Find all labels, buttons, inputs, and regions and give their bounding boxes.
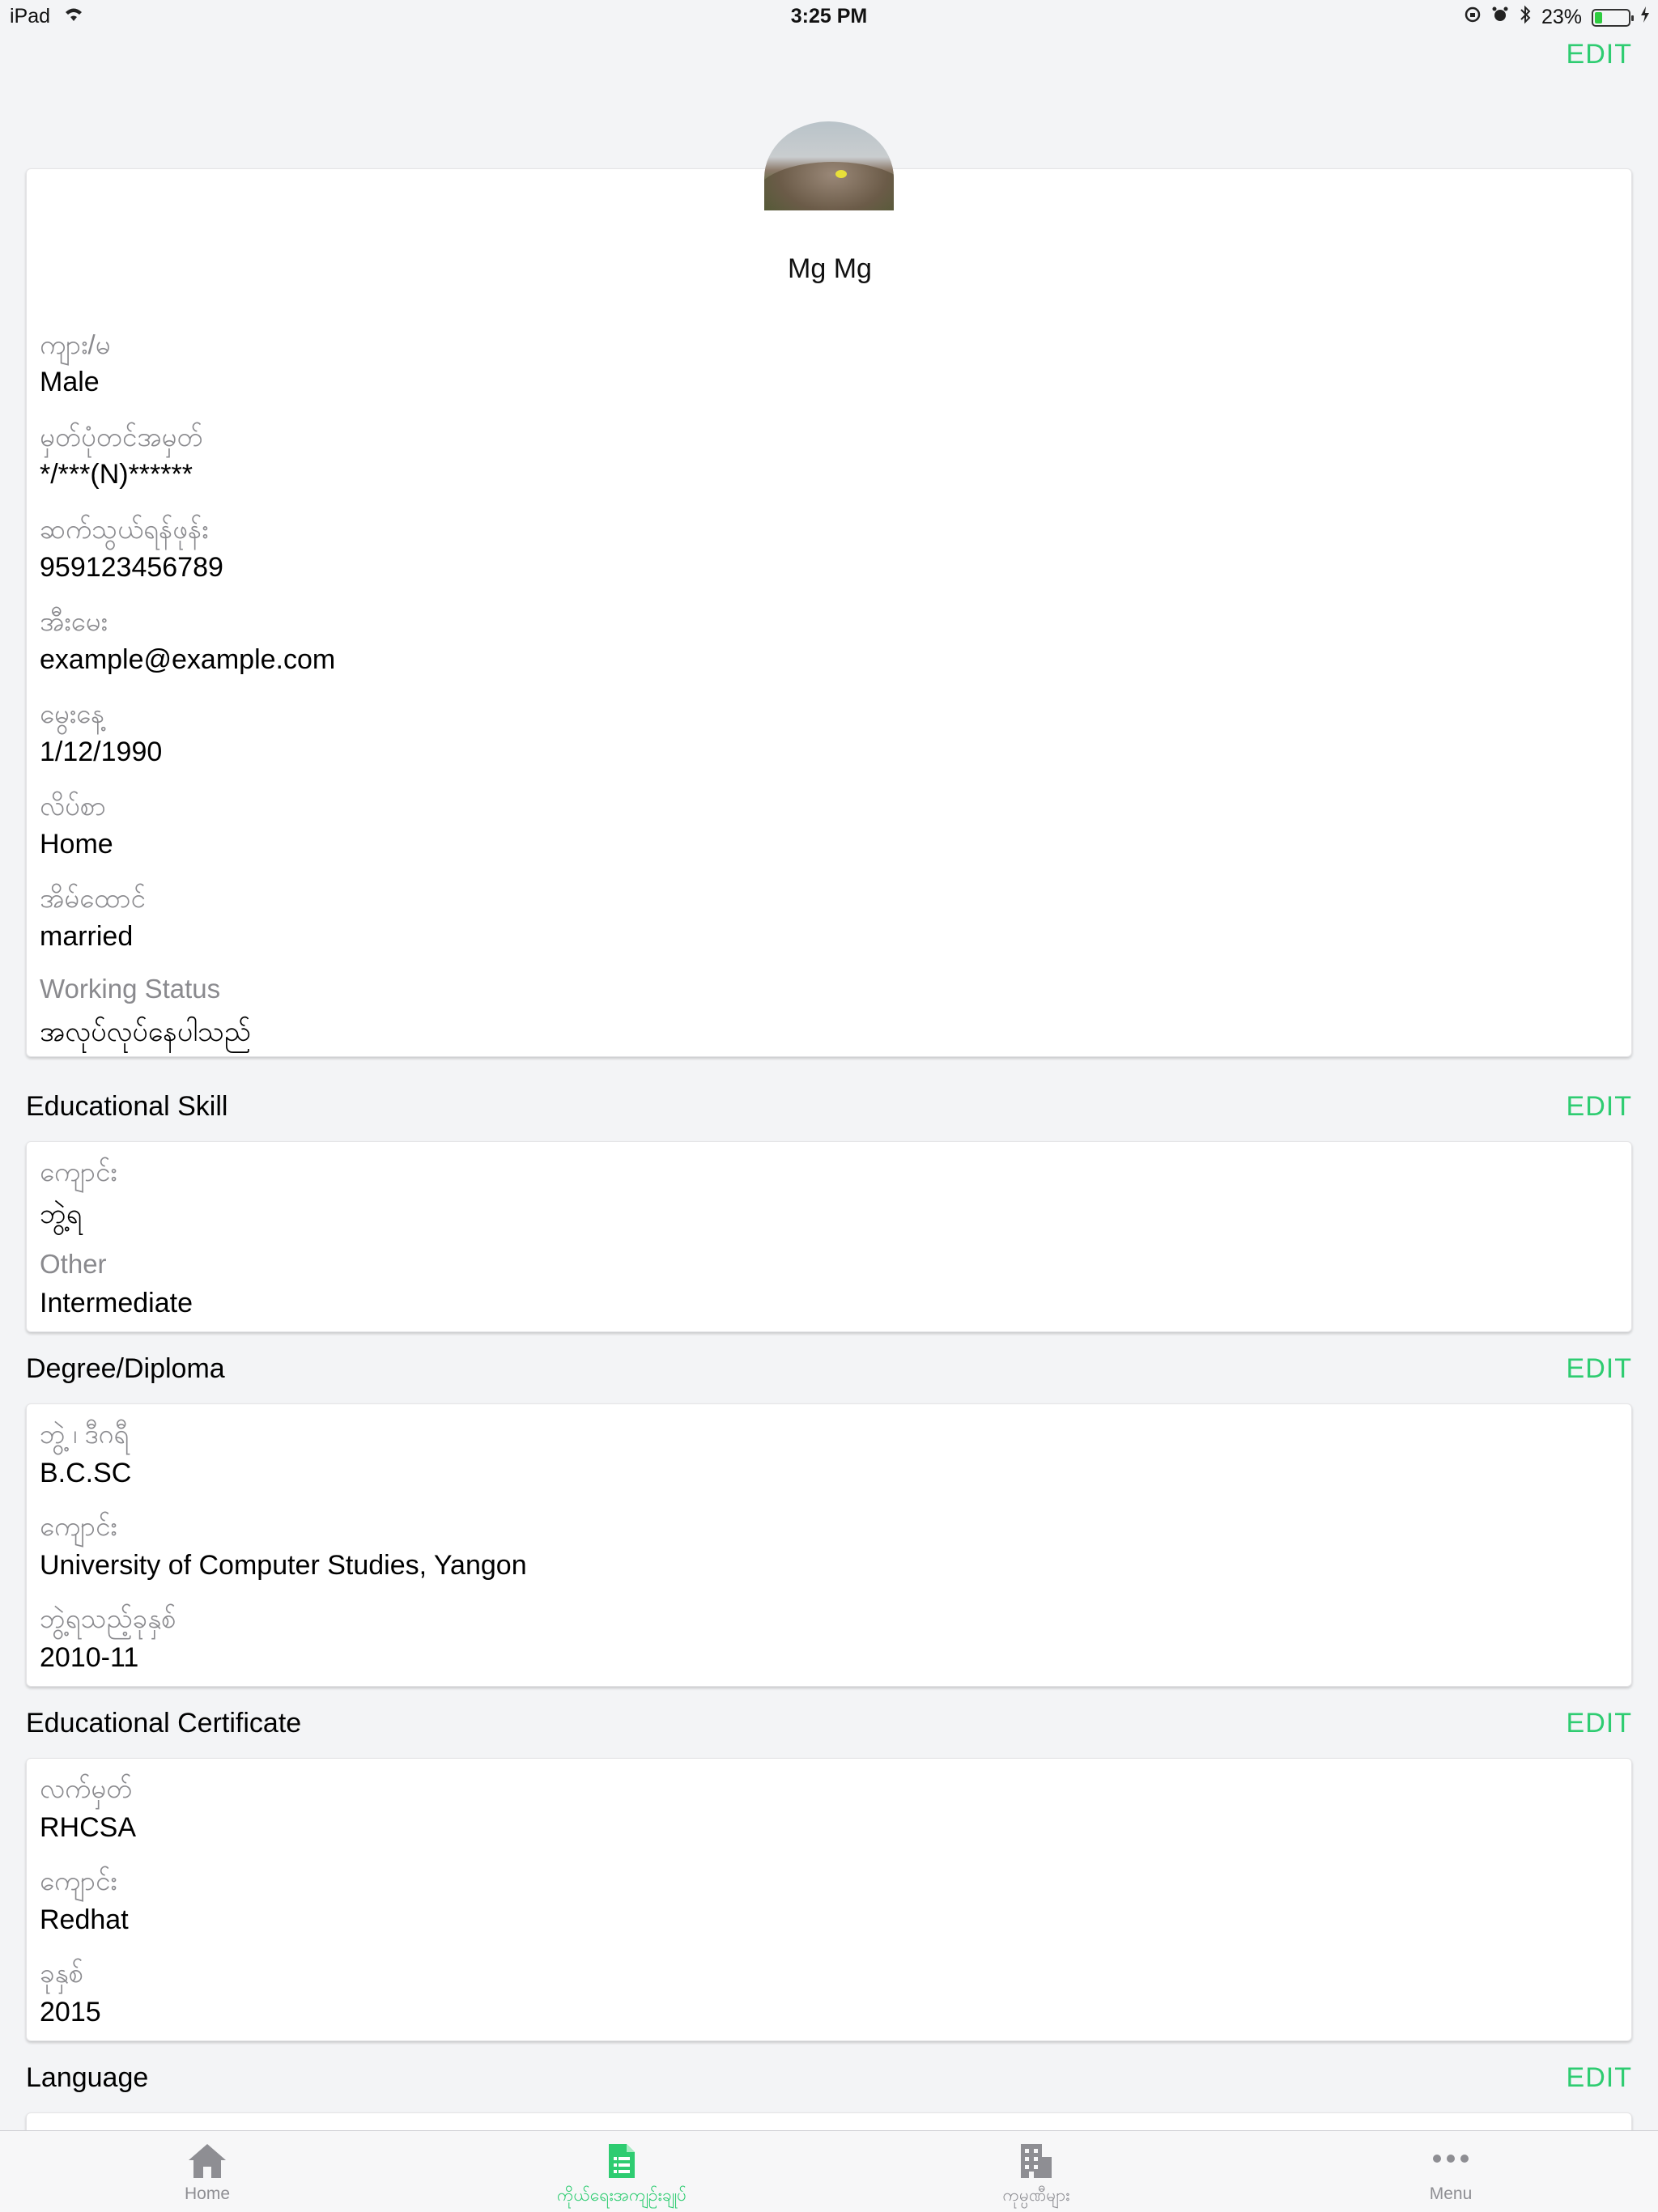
field-value: University of Computer Studies, Yangon (40, 1550, 527, 1581)
tab-companies[interactable] (829, 2131, 1244, 2212)
field-value: B.C.SC (40, 1458, 132, 1488)
field-value: */***(N)****** (40, 459, 193, 490)
degree-card (26, 1403, 1632, 1687)
field-label: လိပ်စာ (40, 791, 106, 821)
status-time: 3:25 PM (790, 5, 868, 28)
tab-menu[interactable] (1244, 2131, 1658, 2212)
orientation-lock-icon (1464, 6, 1482, 29)
field-value: 2010-11 (40, 1642, 139, 1673)
profile-card (26, 168, 1632, 1057)
field-label: ဆက်သွယ်ရန်ဖုန်း (40, 514, 209, 544)
status-bar (0, 0, 1658, 32)
profile-name: Mg Mg (788, 253, 872, 284)
field-value: 1/12/1990 (40, 737, 163, 767)
field-value: Redhat (40, 1904, 129, 1935)
certificate-card (26, 1758, 1632, 2041)
field-label: ကျောင်း (40, 1511, 117, 1541)
field-label: ဘွဲ့ရသည့်ခုနှစ် (40, 1603, 176, 1633)
field-value: Male (40, 367, 100, 397)
tab-label: ကိုယ်ရေးအကျဉ်းချုပ် (557, 2186, 687, 2205)
alarm-icon (1491, 6, 1509, 29)
field-value: Intermediate (40, 1288, 193, 1318)
bluetooth-icon (1519, 5, 1532, 30)
field-label: အီးမေး (40, 606, 108, 636)
section-title-educational-skill: Educational Skill (26, 1091, 228, 1122)
field-value: example@example.com (40, 644, 336, 675)
field-label: ခုနှစ် (40, 1958, 84, 1988)
profile-edit-button[interactable]: EDIT (1566, 39, 1632, 70)
field-label: ကျောင်း (40, 1866, 117, 1896)
tab-resume[interactable] (414, 2131, 829, 2212)
field-value: married (40, 921, 134, 952)
tab-label: Home (184, 2184, 231, 2203)
document-icon (607, 2142, 636, 2184)
field-value: အလုပ်လုပ်နေပါသည် (40, 1017, 251, 1047)
field-value: 959123456789 (40, 552, 223, 583)
building-icon (1018, 2142, 1055, 2184)
battery-icon (1592, 9, 1630, 27)
field-value: 2015 (40, 1997, 101, 2027)
field-value: Home (40, 829, 113, 860)
tab-label: Menu (1429, 2184, 1473, 2203)
field-label: Other (40, 1249, 107, 1279)
more-icon (1431, 2142, 1471, 2184)
degree-edit-button[interactable]: EDIT (1566, 1353, 1632, 1384)
field-label: လက်မှတ် (40, 1773, 133, 1803)
tab-bar (0, 2130, 1658, 2212)
field-label: ကျောင်း (40, 1157, 117, 1187)
home-icon (187, 2142, 227, 2184)
section-title-certificate: Educational Certificate (26, 1708, 302, 1739)
language-edit-button[interactable]: EDIT (1566, 2062, 1632, 2093)
educational-skill-card (26, 1141, 1632, 1332)
field-value: RHCSA (40, 1812, 137, 1843)
section-title-degree: Degree/Diploma (26, 1353, 225, 1384)
section-title-language: Language (26, 2062, 149, 2093)
educational-skill-edit-button[interactable]: EDIT (1566, 1091, 1632, 1122)
field-label: မွေးနေ့ (40, 698, 105, 728)
tab-home[interactable] (0, 2131, 414, 2212)
field-label: ဘွဲ့ ၊ ဒီဂရီ (40, 1419, 130, 1449)
tab-label: ကုမ္ပဏီများ (1002, 2186, 1070, 2205)
field-label: Working Status (40, 974, 221, 1004)
battery-percent: 23% (1541, 6, 1582, 28)
field-label: အိမ်ထောင် (40, 883, 146, 913)
field-value: ဘွဲ့ရ (40, 1199, 83, 1229)
device-name: iPad (10, 5, 51, 28)
certificate-edit-button[interactable]: EDIT (1566, 1708, 1632, 1739)
charging-icon (1640, 6, 1650, 29)
field-label: မှတ်ပုံတင်အမှတ် (40, 422, 203, 452)
avatar[interactable] (764, 121, 894, 210)
field-label: ကျား/မ (40, 329, 111, 359)
battery-level (1595, 12, 1602, 23)
